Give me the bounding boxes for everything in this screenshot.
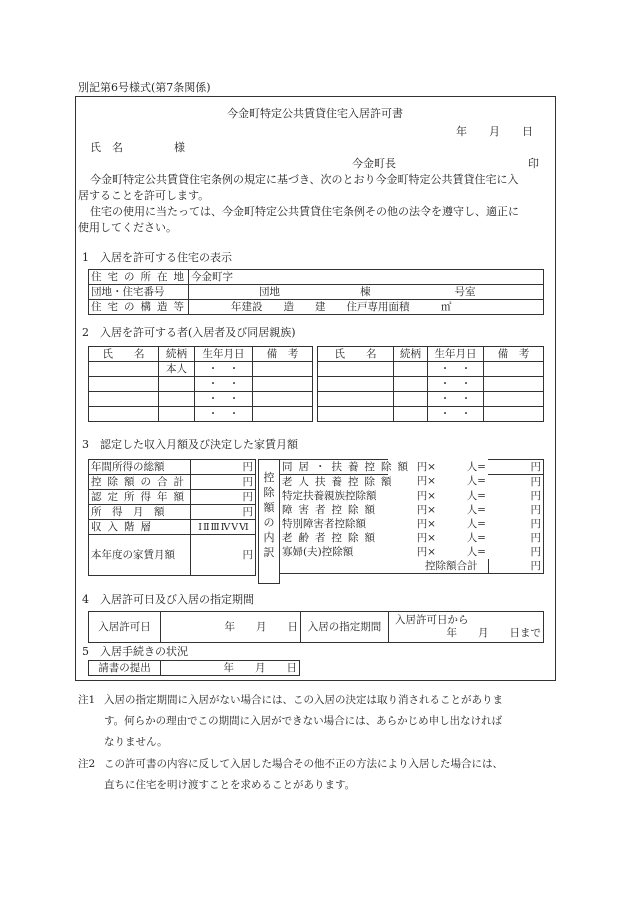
gou-label: 号室 bbox=[454, 285, 476, 298]
deduction-label: 老齢者控除額 bbox=[282, 531, 381, 544]
deduction-label: 老人扶養控除額 bbox=[282, 475, 398, 488]
period-value bbox=[389, 612, 544, 643]
birth-dots: ・ ・ bbox=[195, 362, 253, 377]
paragraph-1a: 今金町特定公共賃貸住宅条例の規定に基づき、次のとおり今金町特定公共賃貸住宅に入 bbox=[90, 173, 519, 186]
section-5-heading: 5 入居手続きの状況 bbox=[82, 645, 188, 658]
calc-persons: 人= bbox=[466, 475, 486, 488]
calc-persons: 人= bbox=[466, 503, 486, 516]
name-label: 氏 名 bbox=[90, 141, 123, 154]
calc-yen: 円 bbox=[488, 475, 544, 490]
note-2-label: 注2 bbox=[78, 758, 96, 770]
calc-persons: 人= bbox=[466, 460, 486, 473]
calc-yen: 円 bbox=[488, 517, 544, 531]
calc-persons: 人= bbox=[466, 531, 486, 544]
calc-yen-times: 円× bbox=[416, 517, 436, 530]
paragraph-1b: 居することを許可します。 bbox=[78, 189, 210, 202]
note-1-label: 注1 bbox=[78, 694, 96, 706]
rent-label: 本年度の家賃月額 bbox=[89, 535, 191, 576]
income-total-label: 年間所得の総額 bbox=[89, 460, 191, 475]
monthly-income-label: 所 得 月 額 bbox=[89, 505, 191, 520]
calc-yen-times: 円× bbox=[416, 531, 436, 544]
table-row bbox=[89, 362, 313, 377]
honnin-cell: 本人 bbox=[159, 362, 195, 377]
calc-yen-times: 円× bbox=[416, 475, 436, 488]
calc-yen-times: 円× bbox=[416, 489, 436, 502]
rent-unit: 円 bbox=[191, 535, 256, 576]
table-row bbox=[89, 377, 313, 392]
issue-date: 年 月 日 bbox=[456, 125, 533, 138]
birth-dots: ・ ・ bbox=[195, 392, 253, 407]
residents-table-left bbox=[88, 346, 313, 422]
unit-yen: 円 bbox=[191, 505, 256, 520]
calc-yen: 円 bbox=[488, 503, 544, 517]
deductions-table bbox=[280, 459, 544, 574]
note-1-line-1: 入居の指定期間に入居がない場合には、この入居の決定は取り消されることがありま bbox=[104, 694, 503, 706]
calc-yen-times: 円× bbox=[416, 460, 436, 473]
col-relation: 続柄 bbox=[159, 347, 195, 362]
table-row bbox=[318, 362, 544, 377]
deduction-label: 障害者控除額 bbox=[282, 503, 381, 516]
calc-persons: 人= bbox=[466, 517, 486, 530]
procedure-table bbox=[88, 660, 300, 676]
period-table bbox=[88, 611, 544, 643]
income-class-value: Ⅰ Ⅱ Ⅲ Ⅳ Ⅴ Ⅵ bbox=[191, 520, 256, 535]
col-relation: 続柄 bbox=[394, 347, 428, 362]
calc-yen: 円 bbox=[488, 531, 544, 545]
deduction-total-label: 控除額の合計 bbox=[89, 475, 191, 490]
undertaking-label: 請書の提出 bbox=[89, 661, 161, 676]
permit-date-value: 年 月 日 bbox=[161, 612, 301, 643]
section-1-heading: 1 入居を許可する住宅の表示 bbox=[82, 251, 232, 264]
unit-yen: 円 bbox=[191, 490, 256, 505]
residents-table-right bbox=[317, 346, 544, 422]
deduction-label: 寡婦(夫)控除額 bbox=[282, 545, 354, 558]
structure-value: 年建設 造 建 住戸専用面積 ㎡ bbox=[189, 300, 544, 315]
calc-yen: 円 bbox=[488, 489, 544, 503]
paragraph-2b: 使用してください。 bbox=[78, 221, 177, 234]
deduction-total-sum-unit: 円 bbox=[488, 559, 544, 574]
mayor-label: 今金町長 bbox=[352, 157, 396, 170]
col-remarks: 備 考 bbox=[253, 347, 313, 362]
unit-yen: 円 bbox=[191, 460, 256, 475]
col-birthdate: 生年月日 bbox=[195, 347, 253, 362]
address-value: 今金町字 bbox=[189, 270, 544, 285]
income-table bbox=[88, 459, 256, 576]
housing-number-value bbox=[189, 285, 544, 300]
calc-persons: 人= bbox=[466, 545, 486, 558]
note-2-line-1: この許可書の内容に反して入居した場合その他不正の方法により入居した場合には、 bbox=[104, 758, 503, 770]
birth-dots: ・ ・ bbox=[428, 377, 484, 392]
section-4-heading: 4 入居許可日及び入居の指定期間 bbox=[82, 593, 254, 606]
seal-label: 印 bbox=[528, 157, 539, 170]
note-2-line-2: 直ちに住宅を明け渡すことを求めることがあります。 bbox=[104, 779, 356, 791]
unit-yen: 円 bbox=[191, 475, 256, 490]
sama-label: 様 bbox=[174, 141, 185, 154]
deduction-label: 特定扶養親族控除額 bbox=[282, 489, 377, 502]
calc-yen: 円 bbox=[488, 545, 544, 559]
col-name: 氏 名 bbox=[318, 347, 394, 362]
calc-yen-times: 円× bbox=[416, 503, 436, 516]
table-row bbox=[318, 377, 544, 392]
deduction-breakdown-label: 控除額の内訳 bbox=[263, 471, 275, 559]
certified-income-label: 認定所得年額 bbox=[89, 490, 191, 505]
housing-number-label: 団地・住宅番号 bbox=[89, 285, 189, 300]
birth-dots: ・ ・ bbox=[195, 377, 253, 392]
housing-table bbox=[88, 269, 544, 315]
form-label: 別記第6号様式(第7条関係) bbox=[78, 81, 211, 94]
address-label: 住宅の所在地 bbox=[89, 270, 189, 285]
birth-dots: ・ ・ bbox=[428, 362, 484, 377]
period-label: 入居の指定期間 bbox=[301, 612, 389, 643]
structure-label: 住宅の構造等 bbox=[89, 300, 189, 315]
deduction-label: 特別障害者控除額 bbox=[282, 517, 366, 530]
danchi-label: 団地 bbox=[259, 285, 280, 298]
birth-dots: ・ ・ bbox=[428, 407, 484, 422]
table-row bbox=[318, 392, 544, 407]
period-line-2: 年 月 日まで bbox=[446, 627, 541, 639]
section-2-heading: 2 入居を許可する者(入居者及び同居親族) bbox=[82, 326, 296, 339]
birth-dots: ・ ・ bbox=[195, 407, 253, 422]
paragraph-2a: 住宅の使用に当たっては、今金町特定公共賃貸住宅条例その他の法令を遵守し、適正に bbox=[90, 205, 519, 218]
col-birthdate: 生年月日 bbox=[428, 347, 484, 362]
undertaking-date: 年 月 日 bbox=[161, 661, 300, 676]
note-1-line-3: なりません。 bbox=[104, 736, 168, 748]
col-name: 氏 名 bbox=[89, 347, 159, 362]
section-3-heading: 3 認定した収入月額及び決定した家賃月額 bbox=[82, 438, 298, 451]
note-1-line-2: す。何らかの理由でこの期間に入居ができない場合には、あらかじめ申し出なければ bbox=[104, 715, 503, 727]
table-row bbox=[318, 407, 544, 422]
deduction-label: 同居・扶養控除額 bbox=[282, 460, 414, 473]
permit-date-label: 入居許可日 bbox=[89, 612, 161, 643]
table-row bbox=[89, 407, 313, 422]
birth-dots: ・ ・ bbox=[428, 392, 484, 407]
tou-label: 棟 bbox=[360, 285, 371, 298]
calc-persons: 人= bbox=[466, 489, 486, 502]
deduction-total-sum-label: 控除額合計 bbox=[280, 559, 488, 574]
table-row bbox=[89, 392, 313, 407]
page-title: 今金町特定公共賃貸住宅入居許可書 bbox=[227, 107, 403, 120]
calc-yen-times: 円× bbox=[416, 545, 436, 558]
col-remarks: 備 考 bbox=[484, 347, 544, 362]
income-class-label: 収入階層 bbox=[89, 520, 191, 535]
calc-yen: 円 bbox=[488, 460, 544, 475]
period-line-1: 入居許可日から bbox=[395, 614, 469, 626]
